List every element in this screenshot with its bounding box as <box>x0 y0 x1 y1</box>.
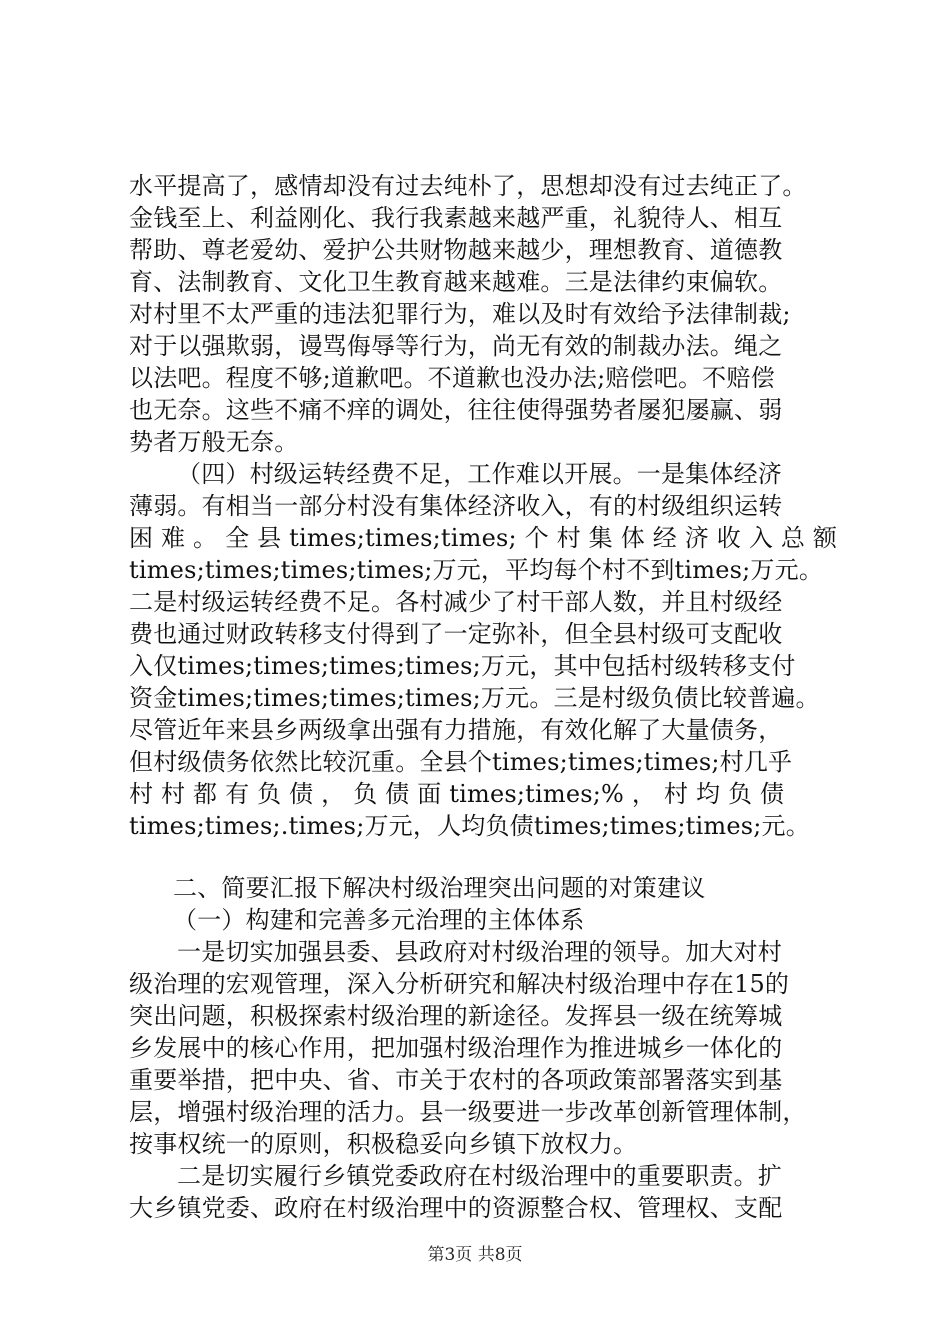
text-line: 尽管近年来县乡两级拿出强有力措施，有效化解了大量债务， <box>129 716 783 744</box>
text-line: 大乡镇党委、政府在村级治理中的资源整合权、管理权、支配 <box>129 1194 783 1222</box>
text-line: 按事权统一的原则，积极稳妥向乡镇下放权力。 <box>129 1130 638 1158</box>
text-line: 入仅times;times;times;times;万元，其中包括村级转移支付 <box>129 652 796 680</box>
text-line: 对村里不太严重的违法犯罪行为，难以及时有效给予法律制裁; <box>129 300 791 328</box>
page-footer: 第3页 共8页 <box>427 1245 523 1265</box>
text-line: 困 难 。 全 县 times;times;times; 个 村 集 体 经 济 收 入 总 额 <box>129 524 838 552</box>
text-line: 二是切实履行乡镇党委政府在村级治理中的重要职责。扩 <box>177 1162 782 1190</box>
text-line: 但村级债务依然比较沉重。全县个times;times;times;村几乎 <box>129 748 793 776</box>
document-body <box>129 170 851 1224</box>
text-line: times;times;times;times;万元，平均每个村不到times;万元。 <box>129 556 824 584</box>
section-heading: 二、简要汇报下解决村级治理突出问题的对策建议 <box>173 874 706 902</box>
text-line: times;times;.times;万元，人均负债times;times;times;元。 <box>129 812 810 840</box>
text-line: （四）村级运转经费不足，工作难以开展。一是集体经济 <box>177 460 782 488</box>
text-line: 育、法制教育、文化卫生教育越来越难。三是法律约束偏软。 <box>129 268 783 296</box>
text-line: 级治理的宏观管理，深入分析研究和解决村级治理中存在15的 <box>129 970 790 998</box>
text-line: 重要举措，把中央、省、市关于农村的各项政策部署落实到基 <box>129 1066 783 1094</box>
text-line: 也无奈。这些不痛不痒的调处，往往使得强势者屡犯屡赢、弱 <box>129 396 783 424</box>
paragraph-gap <box>129 842 851 872</box>
text-line: 势者万般无奈。 <box>129 428 299 456</box>
text-line: 水平提高了，感情却没有过去纯朴了，思想却没有过去纯正了。 <box>129 172 807 200</box>
text-line: 费也通过财政转移支付得到了一定弥补，但全县村级可支配收 <box>129 620 783 648</box>
text-line: 金钱至上、利益刚化、我行我素越来越严重，礼貌待人、相互 <box>129 204 783 232</box>
text-line: 乡发展中的核心作用，把加强村级治理作为推进城乡一体化的 <box>129 1034 783 1062</box>
paragraph-d <box>129 1160 851 1224</box>
text-line: 村 村 都 有 负 债 ， 负 债 面 times;times;% ， 村 均 负 债 <box>129 780 785 808</box>
text-line: 薄弱。有相当一部分村没有集体经济收入，有的村级组织运转 <box>129 492 783 520</box>
text-line: 资金times;times;times;times;万元。三是村级负债比较普遍。 <box>129 684 820 712</box>
paragraph-a <box>129 170 851 458</box>
paragraph-b <box>129 458 851 842</box>
text-line: 突出问题，积极探索村级治理的新途径。发挥县一级在统筹城 <box>129 1002 783 1030</box>
text-line: 层，增强村级治理的活力。县一级要进一步改革创新管理体制， <box>129 1098 807 1126</box>
text-line: 对于以强欺弱，谩骂侮辱等行为，尚无有效的制裁办法。绳之 <box>129 332 783 360</box>
text-line: 一是切实加强县委、县政府对村级治理的领导。加大对村 <box>177 938 782 966</box>
text-line: 帮助、尊老爱幼、爱护公共财物越来越少，理想教育、道德教 <box>129 236 783 264</box>
text-line: 以法吧。程度不够;道歉吧。不道歉也没办法;赔偿吧。不赔偿 <box>129 364 775 392</box>
paragraph-c <box>129 936 851 1160</box>
text-line: 二是村级运转经费不足。各村减少了村干部人数，并且村级经 <box>129 588 783 616</box>
subsection-heading: （一）构建和完善多元治理的主体体系 <box>173 906 585 934</box>
